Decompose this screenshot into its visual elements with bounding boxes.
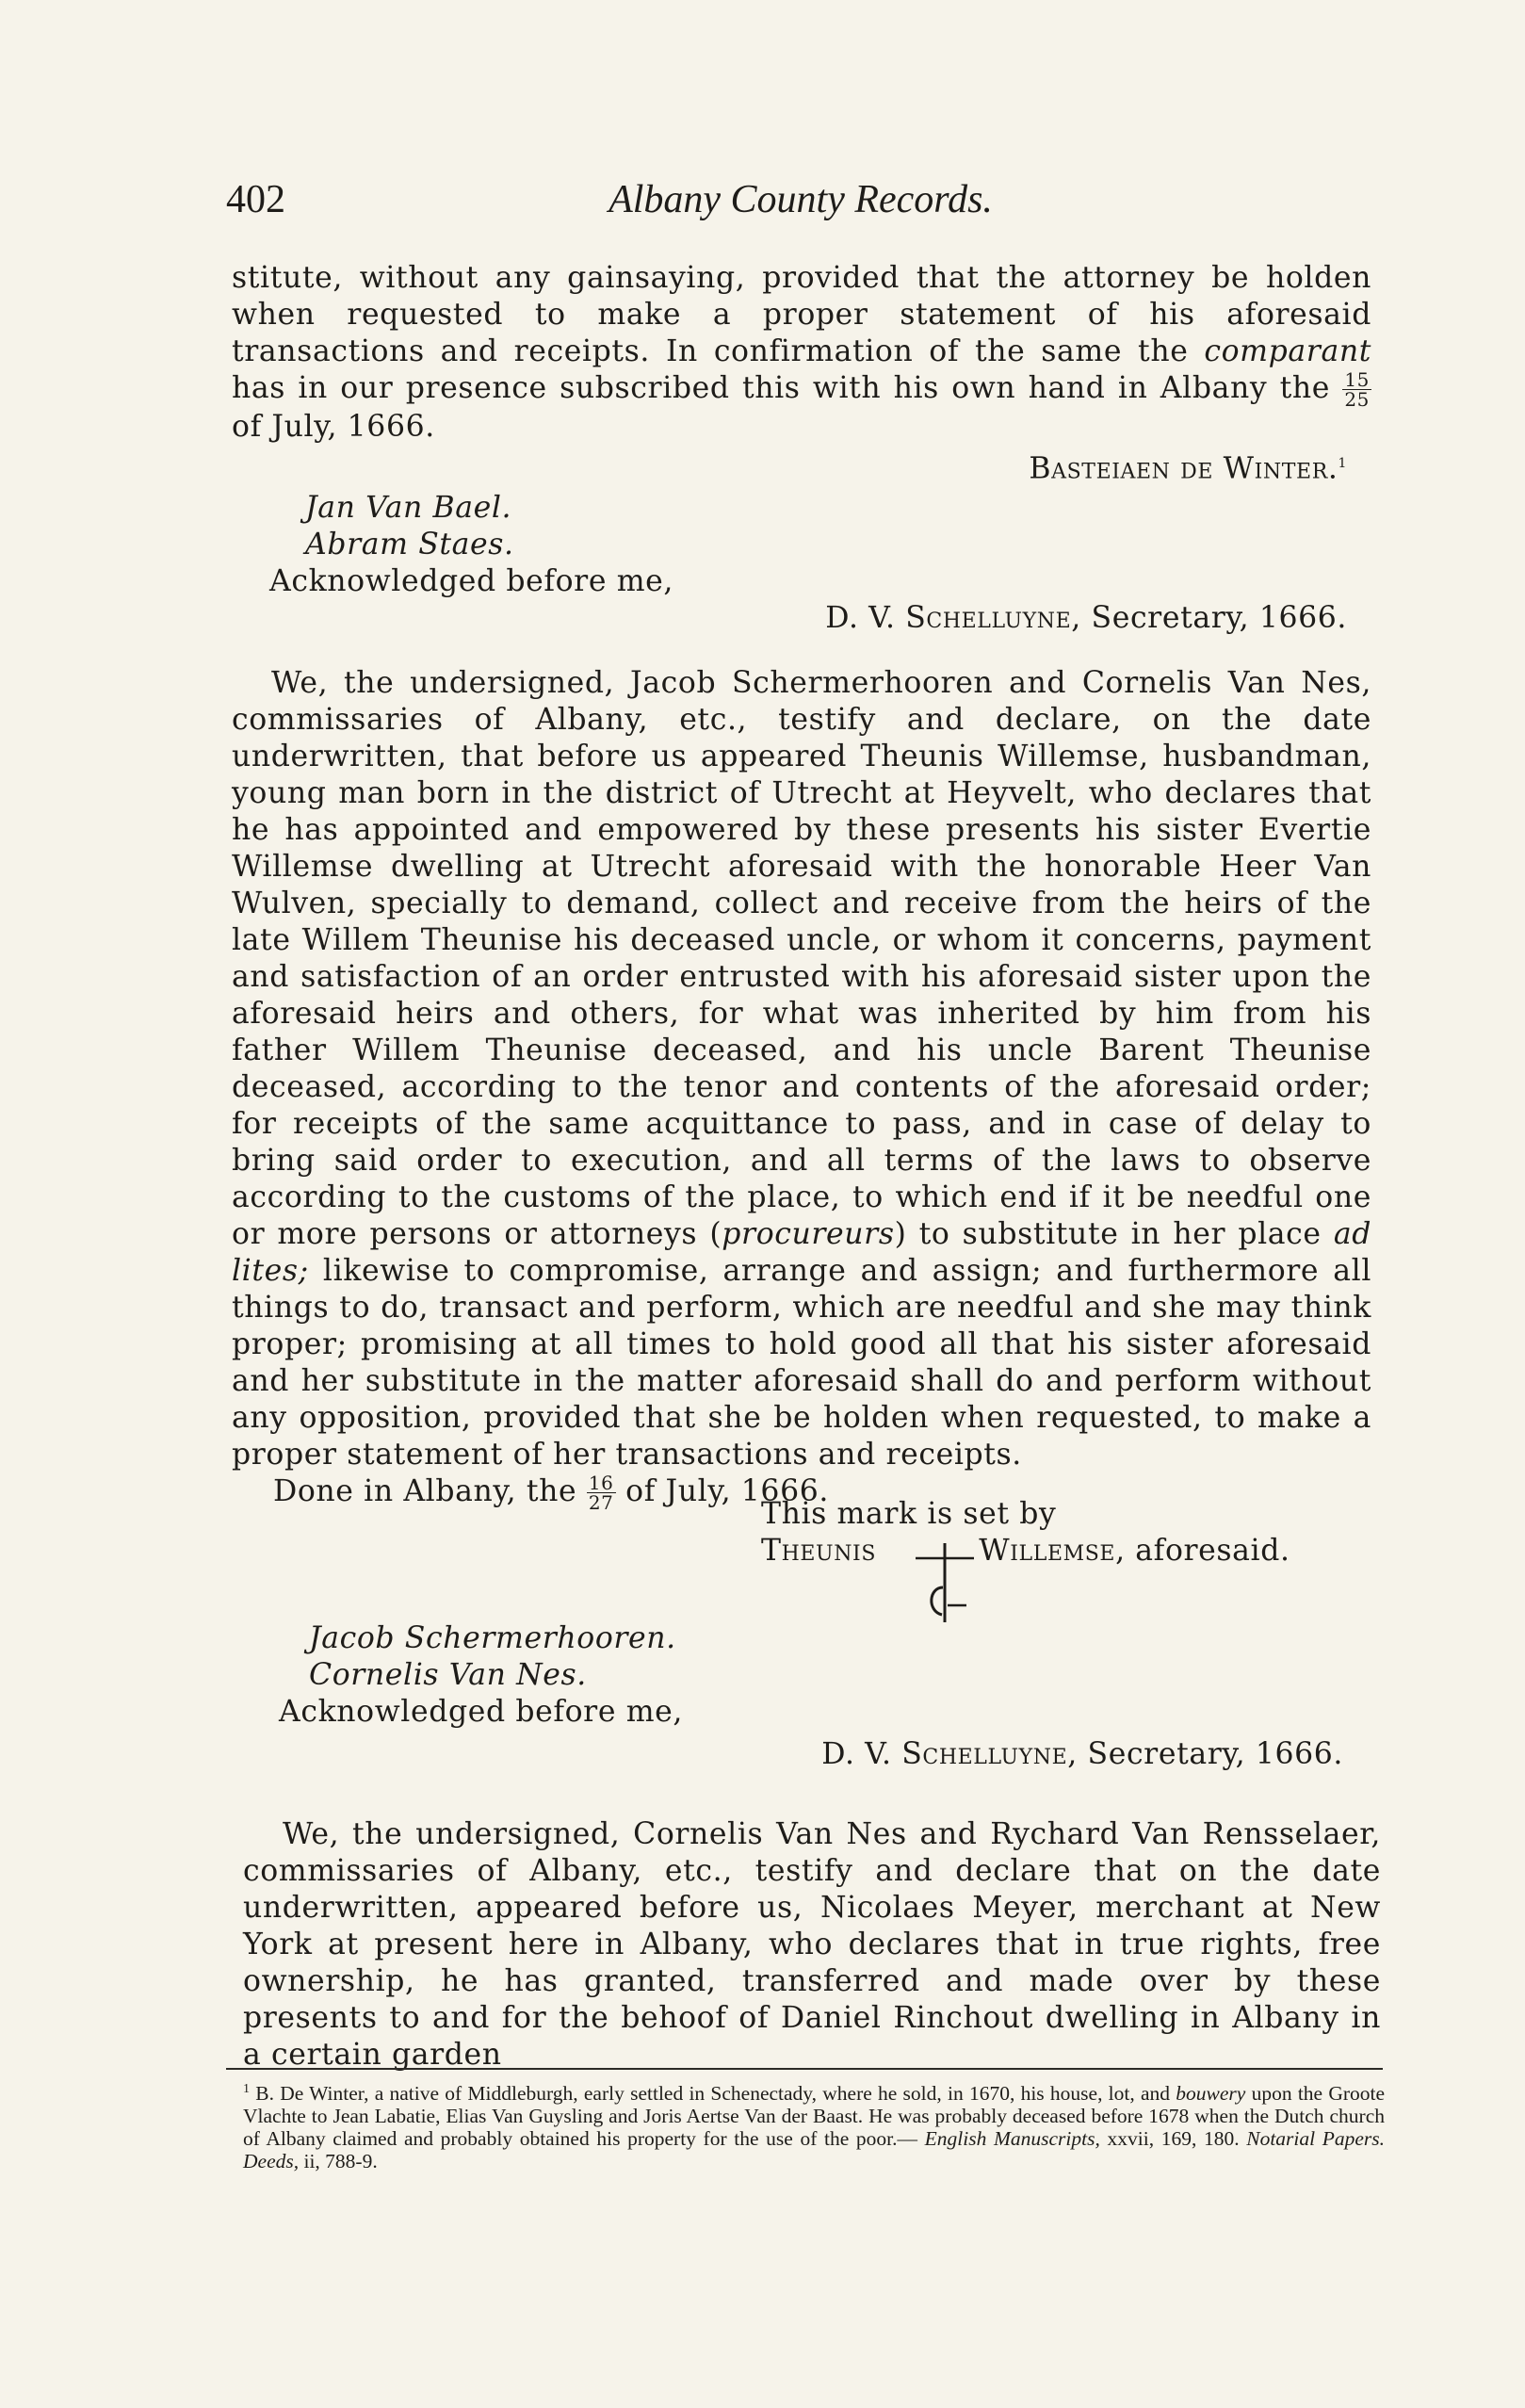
paragraph-text: ) to substitute in her place	[894, 1217, 1334, 1251]
footnote-italic: English Manuscripts,	[924, 2127, 1100, 2151]
signer-name: Basteiaen de Winter.	[1029, 451, 1338, 486]
paragraph-text: of July, 1666.	[625, 1474, 829, 1508]
footnote-italic: Notarial Papers.	[1246, 2127, 1386, 2151]
secretary-title: , Secretary, 1666.	[1071, 600, 1347, 635]
paragraph-text: has in our presence subscribed this with his own hand in Albany the	[232, 371, 1330, 405]
mark-line: This mark is set by	[761, 1497, 1057, 1531]
italic-term: comparant	[1204, 334, 1371, 368]
acknowledgement: Acknowledged before me,	[269, 563, 674, 598]
date-fraction	[587, 1473, 616, 1512]
section-de-winter	[232, 260, 1371, 637]
paragraph-text: We, the undersigned, Jacob Schermerhooren and Cornelis Van Nes, commissaries of Albany, etc., testify and declare, on the date underwritten, that before us appeared Theunis Willemse, husbandman, young man born in the district of Utrecht at Heyvelt, who declares that he has appointed and empowered by these presents his sister Evertie Willemse dwelling at Utrecht aforesaid with the honorable Heer Van Wulven, specially to demand, collect and receive from the heirs of the late Willem Theunise his deceased uncle, or whom it concerns, payment and satisfaction of an order entrusted with his aforesaid sister upon the aforesaid heirs and others, for what was inherited by him from his father Willem Theunise deceased, and his uncle Barent Theunise deceased, according to the tenor and contents of the aforesaid order; for receipts of the same acquittance to pass, and in case of delay to bring said order to execution, and all terms of the laws to observe according to the customs of the place, to which end if it be needful one or more persons or attorneys (	[232, 666, 1371, 1251]
section-willemse-signatures	[232, 1620, 1371, 1773]
footnote-text: xxvii, 169, 180.	[1107, 2127, 1240, 2151]
mark-suffix: , aforesaid.	[1115, 1534, 1290, 1568]
footnote-italic: bouwery	[1176, 2082, 1246, 2106]
footnote-italic: Deeds,	[243, 2150, 300, 2173]
paragraph	[232, 665, 1371, 1473]
paragraph-text: likewise to compromise, arrange and assign; and furthermore all things to do, transact and perform, which are needful and she may think proper; promising at all times to hold good all that his sister aforesaid and her substitute in the matter aforesaid shall do and perform without any opposition, provided that she be holden when requested, to make a proper statement of her transactions and receipts.	[232, 1254, 1371, 1472]
acknowledgement: Acknowledged before me,	[279, 1695, 684, 1729]
footnote-text: upon the Groote Vlachte to Jean Labatie, Elias Van Guysling and Joris Aertse Van der Baast. He was probably deceased before 1678 when the Dutch church of Albany claimed and probably obtained his property for the use of the poor.—	[243, 2082, 1386, 2151]
secretary-title: , Secretary, 1666.	[1067, 1737, 1343, 1771]
italic-term: procureurs	[722, 1217, 895, 1251]
fraction-denominator: 25	[1344, 388, 1370, 411]
witness-name: Jacob Schermerhooren.	[309, 1621, 676, 1655]
italic-term: ad lites;	[232, 1217, 1371, 1288]
secretary-signature	[232, 1736, 1343, 1773]
fraction-numerator: 15	[1344, 368, 1370, 391]
paragraph-text: Done in Albany, the	[273, 1474, 577, 1508]
section-willemse	[232, 665, 1371, 1512]
witness-name: Abram Staes.	[305, 527, 514, 561]
page-header	[226, 177, 1375, 243]
marker-first-name: Theunis	[761, 1534, 877, 1568]
running-title: Albany County Records.	[608, 178, 993, 221]
witness-name: Cornelis Van Nes.	[309, 1658, 587, 1692]
footnote	[243, 2078, 1385, 2172]
paragraph: We, the undersigned, Cornelis Van Nes and Rychard Van Rensselaer, commissaries of Albany, etc., testify and declare that on the date underwritten, appeared before us, Nicolaes Meyer, merchant at New York at present here in Albany, who declares that in true rights, free ownership, he has granted, transferred and made over by these presents to and for the behoof of Daniel Rinchout dwelling in Albany in a certain garden	[243, 1817, 1381, 2072]
secretary-signature	[232, 600, 1347, 637]
footnote-text: ii, 788-9.	[303, 2150, 378, 2173]
mark-names	[761, 1533, 1383, 1570]
fraction-denominator: 27	[588, 1491, 614, 1514]
marker-last-name: Willemse	[979, 1534, 1116, 1568]
witness-name: Jan Van Bael.	[305, 490, 512, 525]
footnote-rule	[226, 2068, 1383, 2070]
paragraph-text: of July, 1666.	[232, 410, 435, 444]
fraction-numerator: 16	[588, 1472, 614, 1494]
paragraph-text: In confirmation of the same the	[665, 334, 1189, 368]
paragraph-text: stitute, without any gainsaying, provided that the attorney be holden when requested to make a proper statement of his aforesaid transactions and receipts.	[232, 261, 1371, 368]
date-fraction	[1342, 370, 1371, 409]
footnote-text: B. De Winter, a native of Middleburgh, early settled in Schenectady, where he sold, in 1670, his house, lot, and	[255, 2082, 1171, 2106]
mark-signature	[761, 1496, 1383, 1570]
secretary-name: D. V. Schelluyne	[821, 1737, 1068, 1771]
page-number: 402	[226, 178, 285, 221]
section-meyer	[243, 1816, 1381, 2074]
footnote-ref: 1	[1338, 456, 1347, 471]
paragraph	[232, 260, 1371, 446]
signature	[232, 446, 1347, 488]
personal-mark-glyph	[912, 1536, 978, 1630]
secretary-name: D. V. Schelluyne	[825, 600, 1072, 635]
footnote-mark: 1	[243, 2082, 250, 2096]
